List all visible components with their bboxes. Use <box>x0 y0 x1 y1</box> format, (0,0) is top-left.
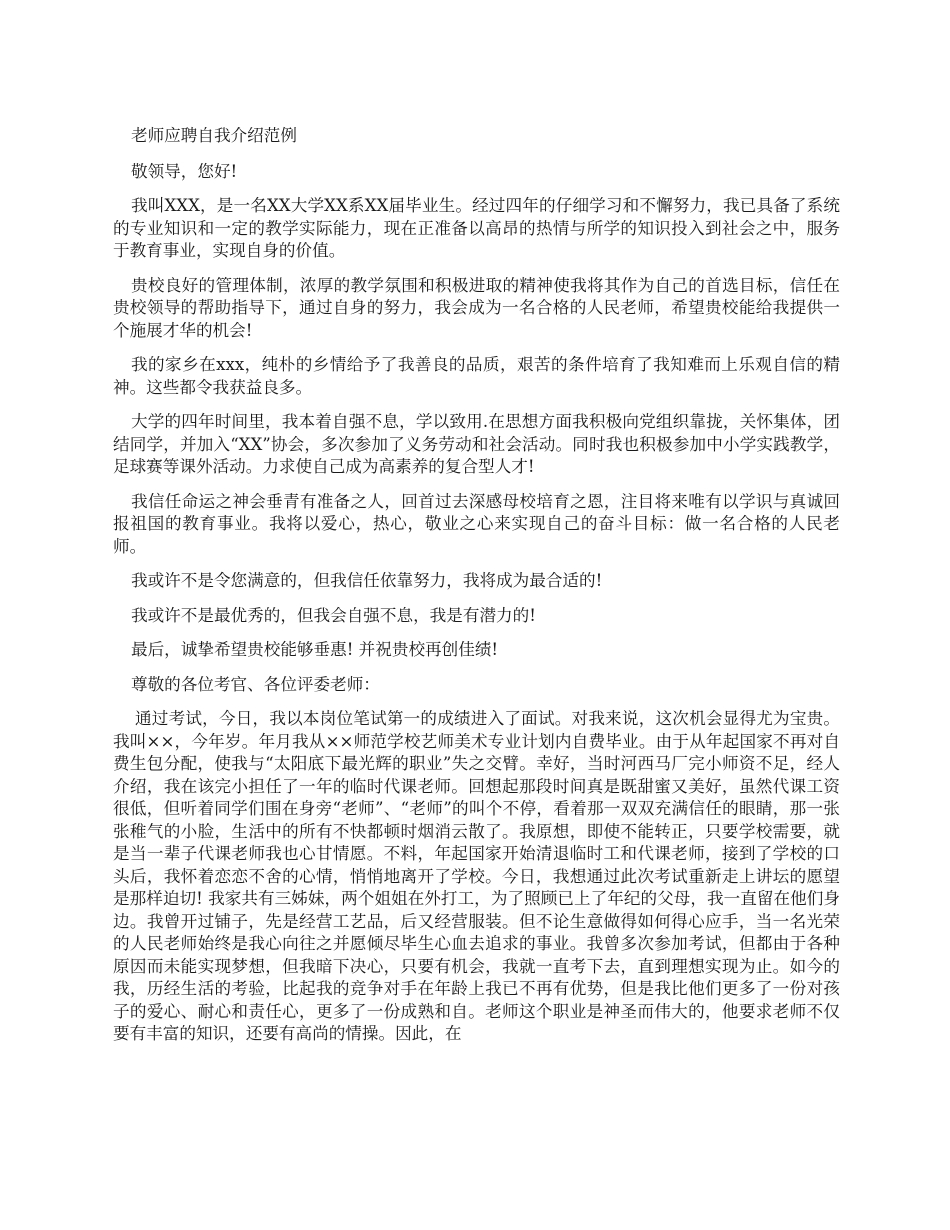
document-title: 老师应聘自我介绍范例 <box>131 126 297 145</box>
closing-paragraph: 最后，诚挚希望贵校能够垂惠! 并祝贵校再创佳绩! <box>131 640 499 659</box>
body-paragraph: 通过考试，今日，我以本岗位笔试第一的成绩进入了面试。对我来说，这次机会显得尤为宝贵。我叫××，今年岁。年月我从××师范学校艺师美术专业计划内自费毕业。由于从年起国家不再对自费生包分配，使我与“太阳底下最光辉的职业”失之交臂。幸好，当时河西马厂完小师资不足，经人介绍，我在该完小担任了一年的临时代课老师。回想起那段时间真是既甜蜜又美好，虽然代课工资很低，但听着同学们围在身旁“老师”、“老师”的叫个不停，看着那一双双充满信任的眼睛，那一张张稚气的小脸，生活中的所有不快都顿时烟消云散了。我原想，即使不能转正，只要学校需要，就是当一辈子代课老师我也心甘情愿。不料，年起国家开始清退临时工和代课老师，接到了学校的口头后，我怀着恋恋不舍的心情，悄悄地离开了学校。今日，我想通过此次考试重新走上讲坛的愿望是那样迫切! 我家共有三姊妹，两个姐姐在外打工，为了照顾已上了年纪的父母，我一直留在他们身边。我曾开过铺子，先是经营工艺品，后又经营服装。但不论生意做得如何得心应手，当一名光荣的人民老师始终是我心向往之并愿倾尽毕生心血去追求的事业。我曾多次参加考试，但都由于各种原因而未能实现梦想，但我暗下决心，只要有机会，我就一直考下去，直到理想实现为止。如今的我，历经生活的考验，比起我的竞争对手在年龄上我已不再有优势，但是我比他们更多了一份对孩子的爱心、耐心和责任心，更多了一份成熟和自。老师这个职业是神圣而伟大的，他要求老师不仅要有丰富的知识，还要有高尚的情操。因此，在 <box>113 709 840 1043</box>
salutation-paragraph: 尊敬的各位考官、各位评委老师： <box>131 674 380 694</box>
body-paragraph: 我或许不是最优秀的，但我会自强不息，我是有潜力的! <box>131 605 536 625</box>
body-paragraph: 我信任命运之神会垂青有准备之人，回首过去深感母校培育之恩，注目将来唯有以学识与真诚回报祖国的教育事业。我将以爱心，热心，敬业之心来实现自己的奋斗目标：做一名合格的人民老师。 <box>113 491 840 556</box>
body-paragraph: 我或许不是令您满意的，但我信任依靠努力，我将成为最合适的! <box>131 571 603 590</box>
body-paragraph: 我的家乡在xxx，纯朴的乡情给予了我善良的品质，艰苦的条件培育了我知难而上乐观自信的精神。这些都令我获益良多。 <box>113 355 840 397</box>
body-paragraph: 我叫XXX，是一名XX大学XX系XX届毕业生。经过四年的仔细学习和不懈努力，我已具备了系统的专业知识和一定的教学实际能力，现在正准备以高昂的热情与所学的知识投入到社会之中，服务于教育事业，实现自身的价值。 <box>113 196 840 260</box>
body-paragraph: 大学的四年时间里，我本着自强不息，学以致用.在思想方面我积极向党组织靠拢，关怀集体，团结同学，并加入“XX”协会，多次参加了义务劳动和社会活动。同时我也积极参加中小学实践教学，足球赛等课外活动。力求使自己成为高素养的复合型人才! <box>113 412 840 476</box>
document-page <box>113 125 840 1058</box>
greeting-paragraph: 敬领导，您好! <box>131 161 238 181</box>
body-paragraph: 贵校良好的管理体制，浓厚的教学氛围和积极进取的精神使我将其作为自己的首选目标，信任在贵校领导的帮助指导下，通过自身的努力，我会成为一名合格的人民老师，希望贵校能给我提供一个施展才华的机会! <box>113 275 840 340</box>
